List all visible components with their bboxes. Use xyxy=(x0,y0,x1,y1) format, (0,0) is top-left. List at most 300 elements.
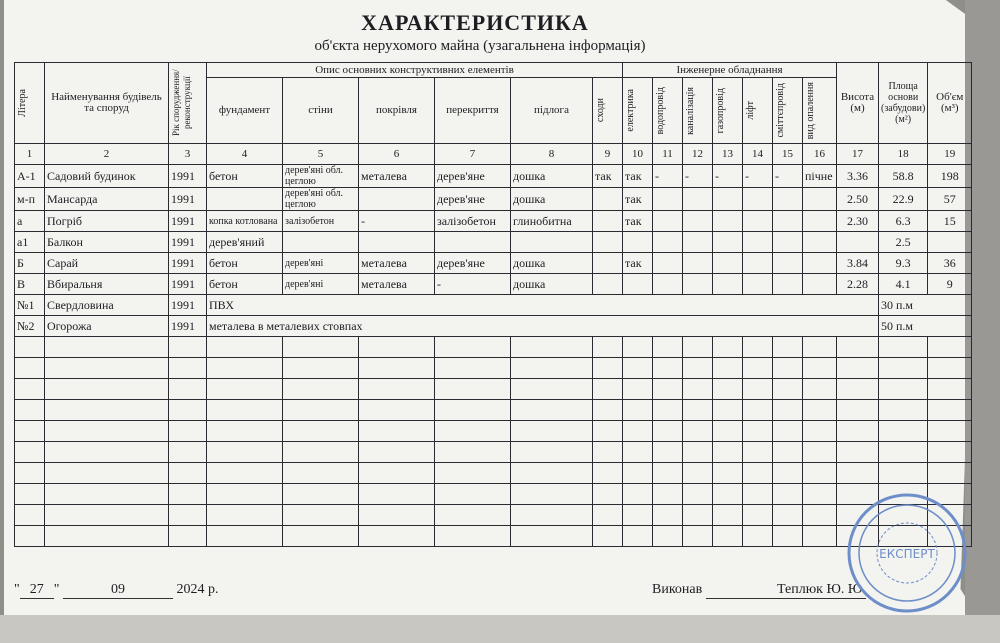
empty-cell xyxy=(169,463,207,484)
performed-label: Виконав xyxy=(652,582,703,597)
empty-cell xyxy=(683,337,713,358)
header-structural-group: Опис основних конструктивних елементів xyxy=(207,63,623,78)
empty-cell xyxy=(207,379,283,400)
empty-row xyxy=(15,484,972,505)
empty-cell xyxy=(683,484,713,505)
cell-floor: дошка xyxy=(511,165,593,188)
empty-cell xyxy=(653,337,683,358)
empty-cell xyxy=(773,505,803,526)
cell-gas xyxy=(713,211,743,232)
header-litera: Літера xyxy=(15,63,45,144)
cell-lift: - xyxy=(743,165,773,188)
cell-foundation: копка котлована xyxy=(207,211,283,232)
empty-cell xyxy=(435,526,511,547)
empty-cell xyxy=(743,505,773,526)
cell-year: 1991 xyxy=(169,188,207,211)
cell-walls xyxy=(283,232,359,253)
empty-cell xyxy=(683,358,713,379)
empty-cell xyxy=(169,358,207,379)
date-month: 09 xyxy=(63,582,173,599)
table-row xyxy=(15,274,972,295)
header-sewer: каналізація xyxy=(683,78,713,144)
empty-cell xyxy=(683,505,713,526)
empty-cell xyxy=(359,337,435,358)
empty-cell xyxy=(15,463,45,484)
cell-lift xyxy=(743,232,773,253)
empty-cell xyxy=(593,421,623,442)
cell-foundation xyxy=(207,188,283,211)
empty-cell xyxy=(653,526,683,547)
column-number: 13 xyxy=(713,144,743,165)
empty-cell xyxy=(359,379,435,400)
cell-area: 2.5 xyxy=(879,232,928,253)
empty-cell xyxy=(45,337,169,358)
empty-row xyxy=(15,421,972,442)
empty-cell xyxy=(593,526,623,547)
document-title: ХАРАКТЕРИСТИКА xyxy=(361,10,589,35)
table-row xyxy=(15,165,972,188)
cell-walls: дерев'яні xyxy=(283,253,359,274)
cell-area: 9.3 xyxy=(879,253,928,274)
empty-cell xyxy=(623,358,653,379)
empty-row xyxy=(15,505,972,526)
empty-cell xyxy=(45,379,169,400)
cell-roof: металева xyxy=(359,253,435,274)
empty-cell xyxy=(511,337,593,358)
empty-cell xyxy=(803,421,837,442)
empty-cell xyxy=(837,337,879,358)
cell-sewer xyxy=(683,232,713,253)
empty-cell xyxy=(359,484,435,505)
empty-cell xyxy=(359,421,435,442)
cell-lit: №1 xyxy=(15,295,45,316)
empty-cell xyxy=(653,400,683,421)
cell-name: Сарай xyxy=(45,253,169,274)
empty-cell xyxy=(928,400,972,421)
empty-cell xyxy=(359,442,435,463)
column-number: 9 xyxy=(593,144,623,165)
header-area: Площа основи (забудови) (м²) xyxy=(879,63,928,144)
empty-cell xyxy=(879,463,928,484)
cell-description: металева в металевих стовпах xyxy=(207,316,879,337)
cell-stairs xyxy=(593,253,623,274)
cell-roof: металева xyxy=(359,165,435,188)
empty-cell xyxy=(207,358,283,379)
cell-gas: - xyxy=(713,165,743,188)
empty-cell xyxy=(45,400,169,421)
performer-name: Теплюк Ю. Ю. xyxy=(706,582,866,599)
empty-cell xyxy=(879,421,928,442)
empty-row xyxy=(15,463,972,484)
empty-cell xyxy=(593,505,623,526)
empty-cell xyxy=(511,358,593,379)
empty-cell xyxy=(837,379,879,400)
official-stamp xyxy=(842,488,972,618)
empty-cell xyxy=(837,400,879,421)
cell-garbage xyxy=(773,232,803,253)
cell-name: Садовий будинок xyxy=(45,165,169,188)
column-number: 5 xyxy=(283,144,359,165)
cell-foundation: дерев'яний xyxy=(207,232,283,253)
cell-height: 2.30 xyxy=(837,211,879,232)
cell-area: 22.9 xyxy=(879,188,928,211)
column-number: 3 xyxy=(169,144,207,165)
cell-year: 1991 xyxy=(169,295,207,316)
empty-cell xyxy=(45,358,169,379)
cell-elec: так xyxy=(623,211,653,232)
document-subtitle: об'єкта нерухомого майна (узагальнена інформація) xyxy=(314,38,646,54)
performer-line xyxy=(652,582,866,599)
empty-cell xyxy=(803,337,837,358)
empty-cell xyxy=(207,400,283,421)
cell-volume: 9 xyxy=(928,274,972,295)
empty-cell xyxy=(837,463,879,484)
empty-cell xyxy=(511,463,593,484)
empty-cell xyxy=(803,400,837,421)
cell-roof xyxy=(359,232,435,253)
empty-cell xyxy=(511,379,593,400)
cell-lit: В xyxy=(15,274,45,295)
cell-roof xyxy=(359,188,435,211)
empty-cell xyxy=(593,379,623,400)
empty-cell xyxy=(623,484,653,505)
empty-cell xyxy=(359,463,435,484)
cell-lit: Б xyxy=(15,253,45,274)
header-height: Висота (м) xyxy=(837,63,879,144)
cell-year: 1991 xyxy=(169,316,207,337)
empty-cell xyxy=(45,421,169,442)
empty-cell xyxy=(15,505,45,526)
cell-description: ПВХ xyxy=(207,295,879,316)
cell-sewer xyxy=(683,188,713,211)
cell-floor: глинобитна xyxy=(511,211,593,232)
empty-cell xyxy=(623,442,653,463)
empty-cell xyxy=(359,400,435,421)
empty-cell xyxy=(773,400,803,421)
cell-garbage xyxy=(773,274,803,295)
cell-heating xyxy=(803,188,837,211)
empty-cell xyxy=(207,337,283,358)
empty-cell xyxy=(207,505,283,526)
cell-measure: 30 п.м xyxy=(879,295,972,316)
empty-cell xyxy=(435,505,511,526)
empty-cell xyxy=(207,421,283,442)
empty-row xyxy=(15,526,972,547)
empty-row xyxy=(15,358,972,379)
cell-year: 1991 xyxy=(169,211,207,232)
empty-cell xyxy=(511,505,593,526)
empty-cell xyxy=(283,484,359,505)
cell-foundation: бетон xyxy=(207,274,283,295)
column-number-row xyxy=(15,144,972,165)
cell-roof: - xyxy=(359,211,435,232)
empty-row xyxy=(15,442,972,463)
characteristics-table xyxy=(14,62,972,547)
empty-cell xyxy=(837,358,879,379)
cell-stairs xyxy=(593,274,623,295)
empty-cell xyxy=(207,526,283,547)
date-year: 2024 р. xyxy=(176,582,219,597)
cell-volume xyxy=(928,232,972,253)
empty-cell xyxy=(653,442,683,463)
empty-cell xyxy=(169,337,207,358)
empty-cell xyxy=(593,400,623,421)
cell-heating xyxy=(803,232,837,253)
cell-height: 3.84 xyxy=(837,253,879,274)
empty-cell xyxy=(623,400,653,421)
empty-cell xyxy=(593,484,623,505)
date-day: 27 xyxy=(20,582,54,599)
empty-cell xyxy=(15,379,45,400)
cell-heating xyxy=(803,274,837,295)
cell-heating xyxy=(803,253,837,274)
column-number: 6 xyxy=(359,144,435,165)
empty-cell xyxy=(653,358,683,379)
cell-height: 3.36 xyxy=(837,165,879,188)
cell-floor: дошка xyxy=(511,253,593,274)
empty-cell xyxy=(653,379,683,400)
empty-cell xyxy=(653,505,683,526)
header-gas: газопровід xyxy=(713,78,743,144)
cell-area: 58.8 xyxy=(879,165,928,188)
empty-cell xyxy=(743,526,773,547)
empty-cell xyxy=(169,505,207,526)
cell-garbage: - xyxy=(773,165,803,188)
cell-gas xyxy=(713,253,743,274)
empty-cell xyxy=(743,484,773,505)
empty-cell xyxy=(928,358,972,379)
empty-cell xyxy=(45,442,169,463)
empty-cell xyxy=(713,421,743,442)
empty-cell xyxy=(15,337,45,358)
cell-name: Свердловина xyxy=(45,295,169,316)
cell-heating: пічне xyxy=(803,165,837,188)
empty-cell xyxy=(593,337,623,358)
empty-cell xyxy=(683,379,713,400)
empty-cell xyxy=(683,400,713,421)
empty-cell xyxy=(511,442,593,463)
header-water: водопровід xyxy=(653,78,683,144)
empty-cell xyxy=(713,400,743,421)
empty-cell xyxy=(928,379,972,400)
empty-cell xyxy=(713,526,743,547)
empty-cell xyxy=(623,505,653,526)
background-bottom xyxy=(0,615,1000,643)
empty-cell xyxy=(743,337,773,358)
empty-cell xyxy=(359,526,435,547)
empty-cell xyxy=(773,337,803,358)
header-name: Найменування будівель та споруд xyxy=(45,63,169,144)
empty-cell xyxy=(45,463,169,484)
empty-cell xyxy=(713,442,743,463)
cell-lift xyxy=(743,274,773,295)
cell-floor xyxy=(511,232,593,253)
empty-cell xyxy=(15,358,45,379)
cell-height xyxy=(837,232,879,253)
empty-cell xyxy=(653,484,683,505)
empty-cell xyxy=(511,484,593,505)
cell-ceiling xyxy=(435,232,511,253)
empty-row xyxy=(15,400,972,421)
column-number: 7 xyxy=(435,144,511,165)
cell-lit: а1 xyxy=(15,232,45,253)
empty-cell xyxy=(283,379,359,400)
cell-elec: так xyxy=(623,165,653,188)
empty-cell xyxy=(773,484,803,505)
empty-cell xyxy=(713,484,743,505)
cell-volume: 198 xyxy=(928,165,972,188)
empty-cell xyxy=(45,505,169,526)
cell-stairs xyxy=(593,211,623,232)
empty-cell xyxy=(803,526,837,547)
empty-cell xyxy=(879,358,928,379)
empty-cell xyxy=(803,358,837,379)
empty-cell xyxy=(435,400,511,421)
empty-cell xyxy=(45,484,169,505)
table-row xyxy=(15,188,972,211)
table-row xyxy=(15,211,972,232)
cell-elec: так xyxy=(623,253,653,274)
header-lift: ліфт xyxy=(743,78,773,144)
empty-cell xyxy=(683,442,713,463)
empty-cell xyxy=(743,400,773,421)
cell-area: 4.1 xyxy=(879,274,928,295)
empty-cell xyxy=(359,505,435,526)
table-row xyxy=(15,253,972,274)
cell-lift xyxy=(743,253,773,274)
empty-cell xyxy=(928,421,972,442)
empty-cell xyxy=(623,463,653,484)
empty-cell xyxy=(593,358,623,379)
empty-cell xyxy=(928,337,972,358)
empty-cell xyxy=(879,400,928,421)
empty-cell xyxy=(15,421,45,442)
empty-cell xyxy=(283,421,359,442)
empty-cell xyxy=(169,379,207,400)
empty-cell xyxy=(713,463,743,484)
empty-cell xyxy=(283,526,359,547)
column-number: 14 xyxy=(743,144,773,165)
cell-water xyxy=(653,274,683,295)
cell-heating xyxy=(803,211,837,232)
empty-cell xyxy=(435,442,511,463)
cell-name: Мансарда xyxy=(45,188,169,211)
cell-walls: залізобетон xyxy=(283,211,359,232)
empty-cell xyxy=(803,505,837,526)
column-number: 17 xyxy=(837,144,879,165)
empty-cell xyxy=(511,526,593,547)
empty-cell xyxy=(593,463,623,484)
empty-cell xyxy=(743,379,773,400)
empty-cell xyxy=(773,358,803,379)
cell-water xyxy=(653,188,683,211)
empty-cell xyxy=(713,337,743,358)
cell-volume: 57 xyxy=(928,188,972,211)
cell-gas xyxy=(713,274,743,295)
cell-volume: 15 xyxy=(928,211,972,232)
cell-measure: 50 п.м xyxy=(879,316,972,337)
cell-floor: дошка xyxy=(511,188,593,211)
cell-year: 1991 xyxy=(169,274,207,295)
empty-cell xyxy=(15,484,45,505)
column-number: 8 xyxy=(511,144,593,165)
column-number: 12 xyxy=(683,144,713,165)
empty-cell xyxy=(169,400,207,421)
header-stairs: сходи xyxy=(593,78,623,144)
cell-lit: А-1 xyxy=(15,165,45,188)
header-ceiling: перекриття xyxy=(435,78,511,144)
cell-stairs xyxy=(593,232,623,253)
empty-row xyxy=(15,337,972,358)
header-year: Рік спорудження/ реконструкції xyxy=(169,63,207,144)
empty-cell xyxy=(879,442,928,463)
empty-cell xyxy=(623,379,653,400)
cell-year: 1991 xyxy=(169,232,207,253)
empty-row xyxy=(15,379,972,400)
empty-cell xyxy=(15,526,45,547)
column-number: 10 xyxy=(623,144,653,165)
table-row xyxy=(15,295,972,316)
cell-water xyxy=(653,211,683,232)
column-number: 19 xyxy=(928,144,972,165)
cell-lit: №2 xyxy=(15,316,45,337)
column-number: 18 xyxy=(879,144,928,165)
empty-cell xyxy=(435,463,511,484)
empty-cell xyxy=(623,526,653,547)
cell-water xyxy=(653,253,683,274)
empty-cell xyxy=(713,379,743,400)
empty-cell xyxy=(837,442,879,463)
header-garbage: сміттєпровід xyxy=(773,78,803,144)
cell-sewer xyxy=(683,253,713,274)
empty-cell xyxy=(773,463,803,484)
empty-cell xyxy=(653,421,683,442)
cell-height: 2.50 xyxy=(837,188,879,211)
cell-elec xyxy=(623,232,653,253)
table-row xyxy=(15,232,972,253)
cell-year: 1991 xyxy=(169,165,207,188)
column-number: 15 xyxy=(773,144,803,165)
stamp-text: ЕКСПЕРТ xyxy=(879,547,935,561)
empty-cell xyxy=(743,421,773,442)
cell-walls: дерев'яні обл. цеглою xyxy=(283,188,359,211)
cell-foundation: бетон xyxy=(207,165,283,188)
empty-cell xyxy=(713,358,743,379)
date-line: " 27 " 09 2024 р. xyxy=(14,582,219,597)
column-number: 4 xyxy=(207,144,283,165)
empty-cell xyxy=(713,505,743,526)
empty-cell xyxy=(283,463,359,484)
empty-cell xyxy=(207,442,283,463)
cell-lift xyxy=(743,188,773,211)
empty-cell xyxy=(169,526,207,547)
cell-area: 6.3 xyxy=(879,211,928,232)
cell-ceiling: залізобетон xyxy=(435,211,511,232)
cell-ceiling: дерев'яне xyxy=(435,253,511,274)
cell-sewer xyxy=(683,211,713,232)
header-floor: підлога xyxy=(511,78,593,144)
cell-name: Балкон xyxy=(45,232,169,253)
empty-cell xyxy=(743,463,773,484)
cell-lit: м-п xyxy=(15,188,45,211)
cell-gas xyxy=(713,232,743,253)
empty-cell xyxy=(773,379,803,400)
empty-cell xyxy=(743,358,773,379)
cell-ceiling: дерев'яне xyxy=(435,165,511,188)
cell-water xyxy=(653,232,683,253)
empty-cell xyxy=(169,442,207,463)
table-row xyxy=(15,316,972,337)
